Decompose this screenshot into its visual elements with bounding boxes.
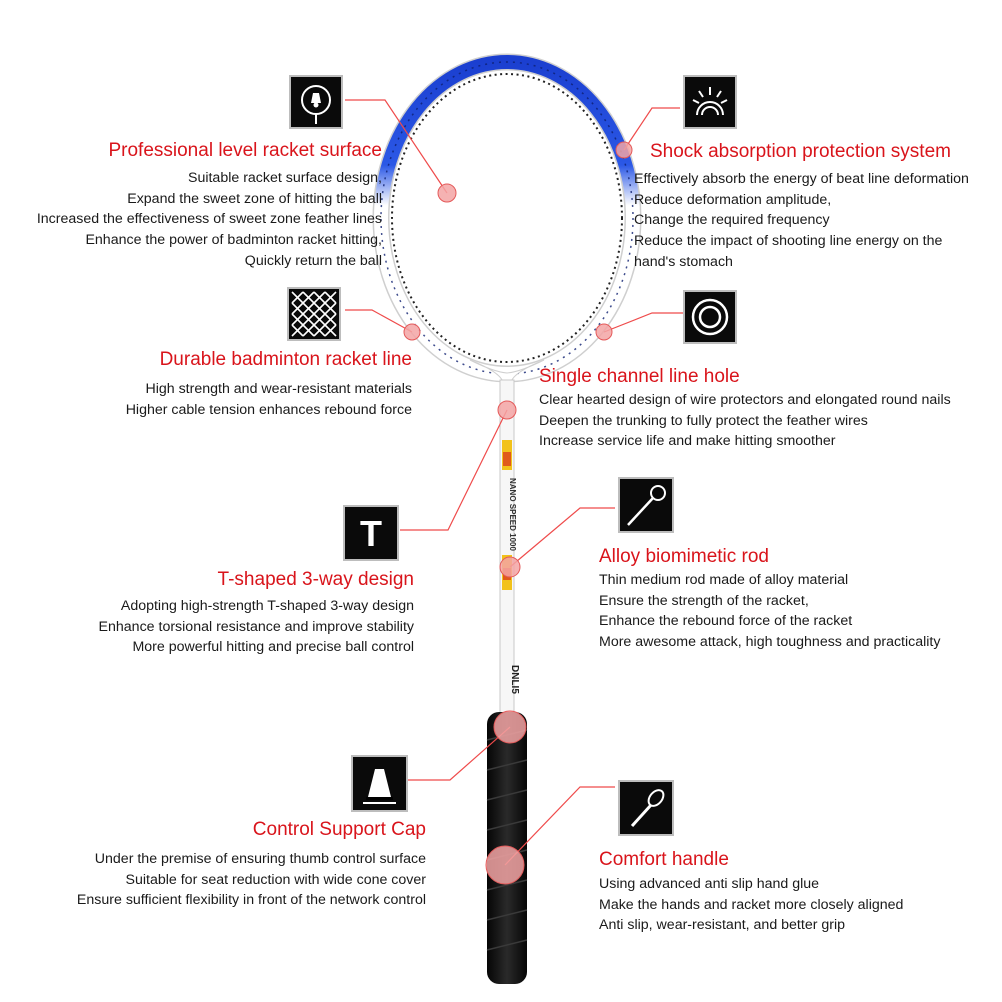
feature-title: T-shaped 3-way design bbox=[217, 569, 414, 590]
feature-line: hand's stomach bbox=[634, 253, 733, 270]
letter-t-icon bbox=[343, 505, 399, 561]
feature-line: Enhance torsional resistance and improve stability bbox=[98, 618, 414, 635]
feature-line: Under the premise of ensuring thumb control surface bbox=[94, 851, 426, 867]
feature-line: Deepen the trunking to fully protect the feather wires bbox=[539, 412, 868, 429]
feature-line: Reduce the impact of shooting line energy on the bbox=[634, 233, 943, 250]
feature-line: Expand the sweet zone of hitting the ball bbox=[127, 190, 382, 207]
feature-line: Higher cable tension enhances rebound force bbox=[125, 401, 412, 418]
feature-title: Single channel line hole bbox=[539, 366, 740, 387]
feature-racket-surface bbox=[37, 140, 382, 272]
feature-line: Enhance the rebound force of the racket bbox=[599, 613, 853, 630]
feature-line: High strength and wear-resistant materials bbox=[145, 381, 412, 397]
feature-line: Reduce deformation amplitude, bbox=[634, 191, 832, 208]
feature-comfort-handle bbox=[599, 849, 903, 936]
feature-title: Durable badminton racket line bbox=[159, 349, 412, 370]
feature-title: Control Support Cap bbox=[252, 819, 426, 840]
feature-line: Quickly return the ball bbox=[244, 252, 382, 269]
shaft-text-2: DNLI5 bbox=[509, 665, 520, 694]
feature-line: Change the required frequency bbox=[634, 212, 830, 229]
feature-line: Clear hearted design of wire protectors and elongated round nails bbox=[539, 392, 951, 408]
feature-line: Enhance the power of badminton racket hitting, bbox=[85, 232, 382, 249]
feature-title: Professional level racket surface bbox=[108, 140, 382, 161]
feature-line: Using advanced anti slip hand glue bbox=[599, 876, 820, 892]
feature-line: Suitable for seat reduction with wide cone cover bbox=[125, 871, 426, 888]
feature-line: Ensure sufficient flexibility in front of the network control bbox=[76, 892, 426, 909]
string-mesh-icon bbox=[287, 287, 341, 341]
svg-text:T: T bbox=[360, 513, 382, 554]
racket-rod-icon bbox=[618, 477, 674, 533]
feature-support-cap bbox=[77, 819, 426, 911]
concentric-rings-icon bbox=[683, 290, 737, 344]
feature-line: Make the hands and racket more closely aligned bbox=[599, 896, 904, 913]
feature-title: Comfort handle bbox=[599, 849, 729, 870]
shuttlecock-cone-icon bbox=[351, 755, 408, 812]
feature-line: Anti slip, wear-resistant, and better grip bbox=[599, 917, 846, 934]
shaft-text-1: NANO SPEED 1000 bbox=[508, 478, 517, 551]
feature-line: More awesome attack, high toughness and practicality bbox=[599, 634, 941, 651]
feature-line: Increased the effectiveness of sweet zone feather lines bbox=[36, 211, 382, 228]
feature-title: Alloy biomimetic rod bbox=[599, 546, 769, 567]
feature-line-hole bbox=[539, 366, 951, 452]
feature-line: Thin medium rod made of alloy material bbox=[599, 572, 849, 588]
feature-line: More powerful hitting and precise ball control bbox=[132, 639, 414, 656]
feature-alloy-rod bbox=[599, 546, 940, 653]
shock-burst-icon bbox=[683, 75, 737, 129]
feature-shock-absorption bbox=[634, 141, 969, 273]
shuttle-in-ring-icon bbox=[289, 75, 343, 129]
racket-outline-icon bbox=[618, 780, 674, 836]
feature-line: Adopting high-strength T-shaped 3-way design bbox=[120, 598, 414, 614]
feature-line: Effectively absorb the energy of beat line deformation bbox=[634, 171, 969, 187]
feature-line: Increase service life and make hitting smoother bbox=[539, 433, 836, 450]
feature-line: Ensure the strength of the racket, bbox=[599, 592, 809, 609]
feature-line: Suitable racket surface design, bbox=[187, 170, 382, 186]
feature-title: Shock absorption protection system bbox=[650, 141, 951, 162]
feature-racket-line bbox=[126, 349, 412, 420]
racket-shaft bbox=[500, 380, 520, 725]
feature-t-shaped bbox=[99, 569, 414, 658]
